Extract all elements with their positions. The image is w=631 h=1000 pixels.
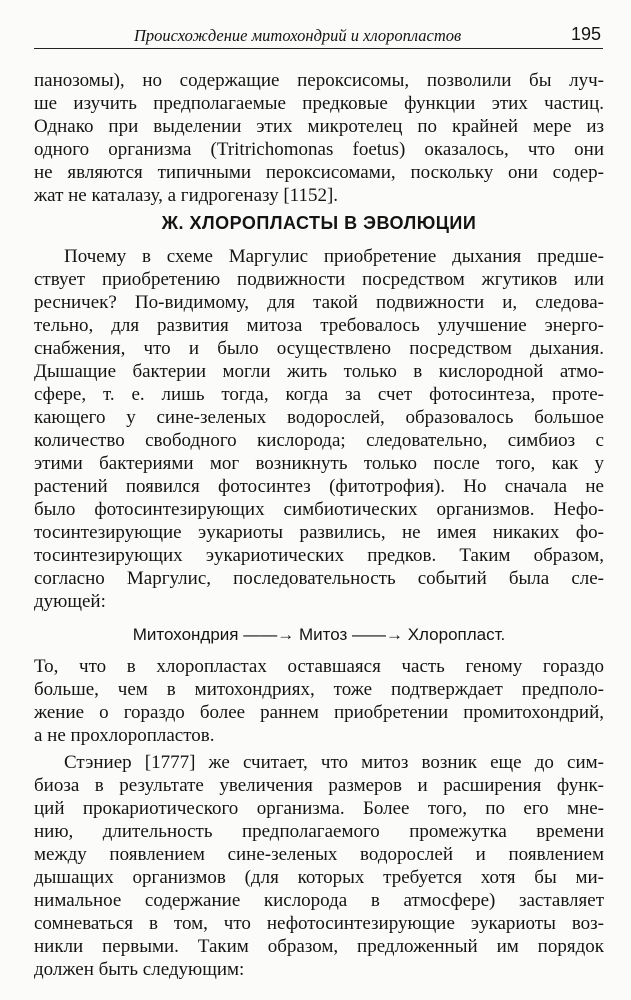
text-line: растений появился фотосинтез (фитотрофия). Но сначала не bbox=[34, 476, 604, 497]
text-line: ций прокариотического организма. Более того, по его мне- bbox=[34, 798, 604, 819]
text-line: должен быть следующим: bbox=[34, 959, 245, 980]
text-line: кающего у сине-зеленых водорослей, образовалось большое bbox=[34, 407, 604, 428]
text-line: Дышащие бактерии могли жить только в кислородной атмо- bbox=[34, 361, 604, 382]
text-line: дышащих организмов (для которых требуется хотя бы ми- bbox=[34, 867, 604, 888]
text-line: ствует приобретению подвижности посредством жгутиков или bbox=[34, 269, 604, 290]
text-line: тельно, для развития митоза требовалось улучшение энерго- bbox=[34, 315, 604, 336]
text-line: было фотосинтезирующих симбиотических организмов. Нефо- bbox=[34, 499, 604, 520]
header-title: Происхождение митохондрий и хлоропластов bbox=[134, 26, 462, 45]
sequence-formula: Митохондрия ——→ Митоз ——→ Хлоропласт. bbox=[132, 625, 506, 644]
text-line: не являются типичными пероксисомами, поскольку они содер- bbox=[34, 162, 604, 183]
text-line: дующей: bbox=[34, 591, 106, 612]
text-line: ше изучить предполагаемые предковые функции этих частиц. bbox=[34, 93, 604, 114]
paragraph-first-line: Стэниер [1777] же считает, что митоз возник еще до сим- bbox=[64, 752, 604, 773]
text-line: тосинтезирующих эукариотических предков. Таким образом, bbox=[34, 545, 604, 566]
text-line: сфере, т. е. лишь тогда, когда за счет фотосинтеза, проте- bbox=[34, 384, 604, 405]
section-heading: Ж. ХЛОРОПЛАСТЫ В ЭВОЛЮЦИИ bbox=[161, 213, 477, 233]
text-line: нимальное содержание кислорода в атмосфере) заставляет bbox=[34, 890, 604, 911]
text-line: одного организма (Tritrichomonas foetus) оказалось, что они bbox=[34, 139, 604, 160]
text-line: Однако при выделении этих микротелец по крайней мере из bbox=[34, 116, 604, 137]
text-line: больше, чем в митохондриях, тоже подтверждает предполо- bbox=[34, 679, 604, 700]
text-line: количество свободного кислорода; следовательно, симбиоз с bbox=[34, 430, 604, 451]
page-number: 195 bbox=[570, 24, 601, 44]
text-line: никли первыми. Таким образом, предложенный им порядок bbox=[34, 936, 604, 957]
text-line: согласно Маргулис, последовательность событий была сле- bbox=[34, 568, 604, 589]
text-line: тосинтезирующие эукариоты развились, не имея никаких фо- bbox=[34, 522, 604, 543]
text-line: а не прохлоропластов. bbox=[34, 725, 215, 746]
text-line: снабжения, что и было осуществлено посредством дыхания. bbox=[34, 338, 604, 359]
text-line: ресничек? По-видимому, для такой подвижности и, следова- bbox=[34, 292, 604, 313]
text-line: сомневаться в том, что нефотосинтезирующие эукариоты воз- bbox=[34, 913, 604, 934]
text-line: панозомы), но содержащие пероксисомы, позволили бы луч- bbox=[34, 70, 604, 91]
text-line: между появлением сине-зеленых водорослей и появлением bbox=[34, 844, 604, 865]
text-line: жат не каталазу, а гидрогеназу [1152]. bbox=[34, 185, 339, 206]
paragraph-first-line: Почему в схеме Маргулис приобретение дыхания предше- bbox=[64, 246, 604, 267]
text-line: биоза в результате увеличения размеров и расширения функ- bbox=[34, 775, 604, 796]
running-header bbox=[34, 22, 603, 49]
text-line: жение о гораздо более раннем приобретении промитохондрий, bbox=[34, 702, 604, 723]
text-line: этими бактериями мог возникнуть только после того, как у bbox=[34, 453, 604, 474]
text-line: нию, длительность предполагаемого промежутка времени bbox=[34, 821, 604, 842]
text-line: То, что в хлоропластах оставшаяся часть геному гораздо bbox=[34, 656, 604, 677]
